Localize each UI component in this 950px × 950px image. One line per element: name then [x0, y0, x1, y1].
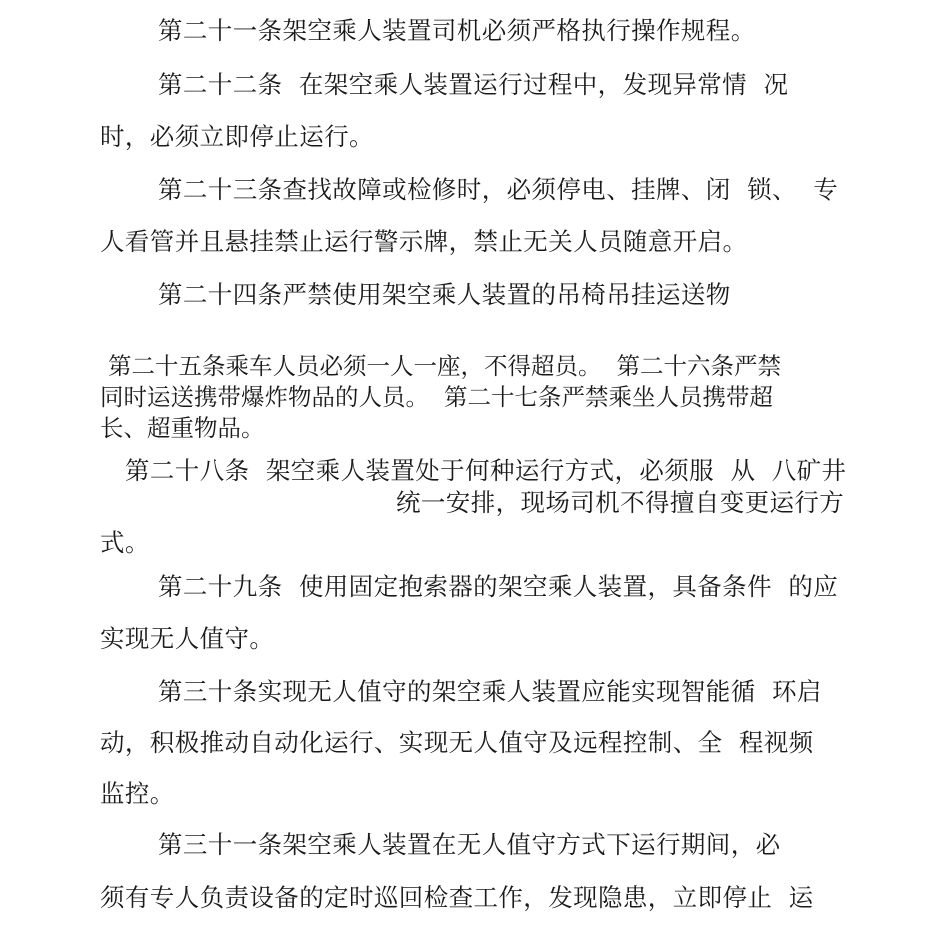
text-line: 第二十八条 架空乘人装置处于何种运行方式，必须服 从 八矿井 [125, 456, 847, 485]
text-line: 第二十四条严禁使用架空乘人装置的吊椅吊挂运送物 [158, 280, 731, 309]
text-line: 时，必须立即停止运行。 [100, 122, 374, 151]
text-line: 第三十条实现无人值守的架空乘人装置应能实现智能循 环启 [158, 677, 822, 706]
text-line: 第二十二条 在架空乘人装置运行过程中，发现异常情 况 [158, 70, 789, 99]
text-line: 须有专人负责设备的定时巡回检查工作，发现隐患，立即停止 运 [100, 883, 814, 912]
text-line: 动，积极推动自动化运行、实现无人值守及远程控制、全 程视频 [100, 728, 814, 757]
text-line: 第二十一条架空乘人装置司机必须严格执行操作规程。 [158, 16, 756, 45]
text-line: 同时运送携带爆炸物品的人员。 第二十七条严禁乘坐人员携带超 [100, 383, 773, 411]
text-line: 长、超重物品。 [100, 414, 265, 442]
text-line: 实现无人值守。 [100, 624, 275, 653]
text-line: 式。 [100, 528, 150, 557]
text-line: 第二十九条 使用固定抱索器的架空乘人装置，具备条件 的应 [158, 572, 839, 601]
text-line: 第二十三条查找故障或检修时，必须停电、挂牌、闭 锁、 专 [158, 175, 839, 204]
text-line: 统一安排，现场司机不得擅自变更运行方 [396, 488, 845, 517]
text-line: 第三十一条架空乘人装置在无人值守方式下运行期间，必 [158, 830, 781, 859]
text-line: 第二十五条乘车人员必须一人一座，不得超员。 第二十六条严禁 [108, 352, 781, 380]
text-line: 监控。 [100, 779, 175, 808]
text-line: 人看管并且悬挂禁止运行警示牌，禁止无关人员随意开启。 [100, 227, 748, 256]
